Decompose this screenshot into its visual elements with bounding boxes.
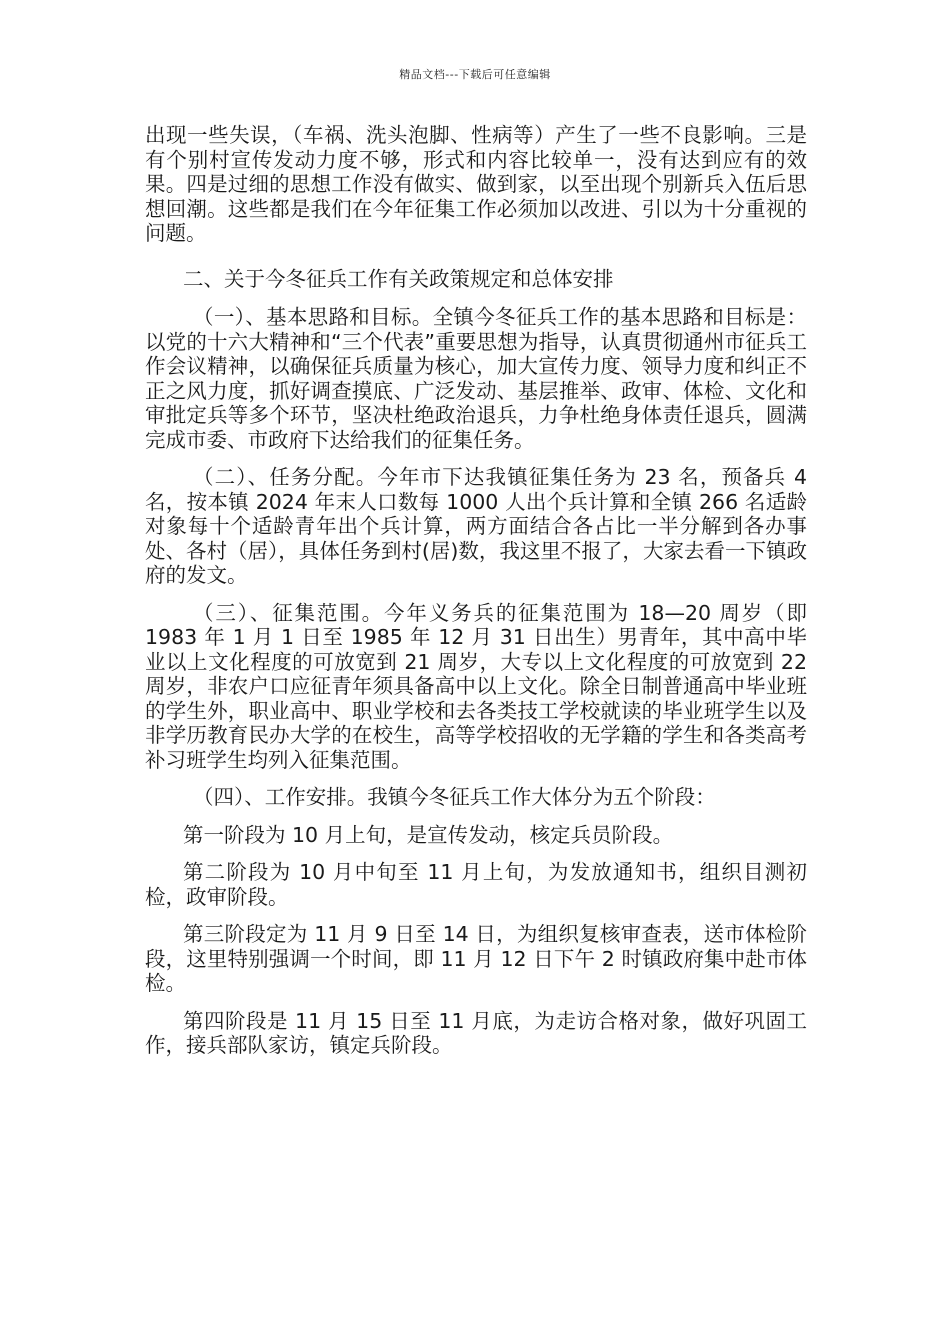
document-body <box>145 123 807 1071</box>
paragraph-problems: 出现一些失误，（车祸、洗头泡脚、性病等）产生了一些不良影响。三是有个别村宣传发动力度不够，形式和内容比较单一，没有达到应有的效果。四是过细的思想工作没有做实、做到家，以至出现个别新兵入伍后思想回潮。这些都是我们在今年征集工作必须加以改进、引以为十分重视的问题。 <box>145 123 807 245</box>
paragraph-basic-ideas: （一）、基本思路和目标。全镇今冬征兵工作的基本思路和目标是：以党的十六大精神和“三个代表”重要思想为指导，认真贯彻通州市征兵工作会议精神，以确保征兵质量为核心，加大宣传力度、领导力度和纠正不正之风力度，抓好调查摸底、广泛发动、基层推举、政审、体检、文化和审批定兵等多个环节，坚决杜绝政治退兵，力争杜绝身体责任退兵，圆满完成市委、市政府下达给我们的征集任务。 <box>145 305 807 452</box>
paragraph-stage-two: 第二阶段为 10 月中旬至 11 月上旬，为发放通知书，组织目测初检，政审阶段。 <box>145 860 807 909</box>
paragraph-stage-three: 第三阶段定为 11 月 9 日至 14 日，为组织复核审查表，送市体检阶段，这里特别强调一个时间，即 11 月 12 日下午 2 时镇政府集中赴市体检。 <box>145 922 807 995</box>
paragraph-stage-four: 第四阶段是 11 月 15 日至 11 月底，为走访合格对象，做好巩固工作，接兵部队家访，镇定兵阶段。 <box>145 1008 807 1057</box>
paragraph-recruit-scope: （三）、征集范围。今年义务兵的征集范围为 18—20 周岁（即 1983 年 1 月 1 日至 1985 年 12 月 31 日出生）男青年，其中高中毕业以上文化程度的可放宽到 21 周岁，大专以上文化程度的可放宽到 22 周岁，非农户口应征青年须具备高中以上文化。除全日制普通高中毕业班的学生外，职业高中、职业学校和去各类技工学校就读的毕业班学生以及非学历教育民办大学的在校生，高等学校招收的无学籍的学生和各类高考补习班学生均列入征集范围。 <box>145 600 807 772</box>
section-heading-policy: 二、关于今冬征兵工作有关政策规定和总体安排 <box>183 266 614 291</box>
paragraph-work-plan: （四）、工作安排。我镇今冬征兵工作大体分为五个阶段： <box>193 785 716 809</box>
paragraph-stage-one: 第一阶段为 10 月上旬，是宣传发动，核定兵员阶段。 <box>183 822 674 847</box>
paragraph-task-allocation: （二）、任务分配。今年市下达我镇征集任务为 23 名，预备兵 4 名，按本镇 2024 年末人口数每 1000 人出个兵计算和全镇 266 名适龄对象每十个适龄青年出个兵计算，两方面结合各占比一半分解到各办事处、各村（居），具体任务到村(居)数，我这里不报了，大家去看一下镇政府的发文。 <box>145 465 807 587</box>
page-header: 精品文档---下载后可任意编辑 <box>399 68 551 81</box>
